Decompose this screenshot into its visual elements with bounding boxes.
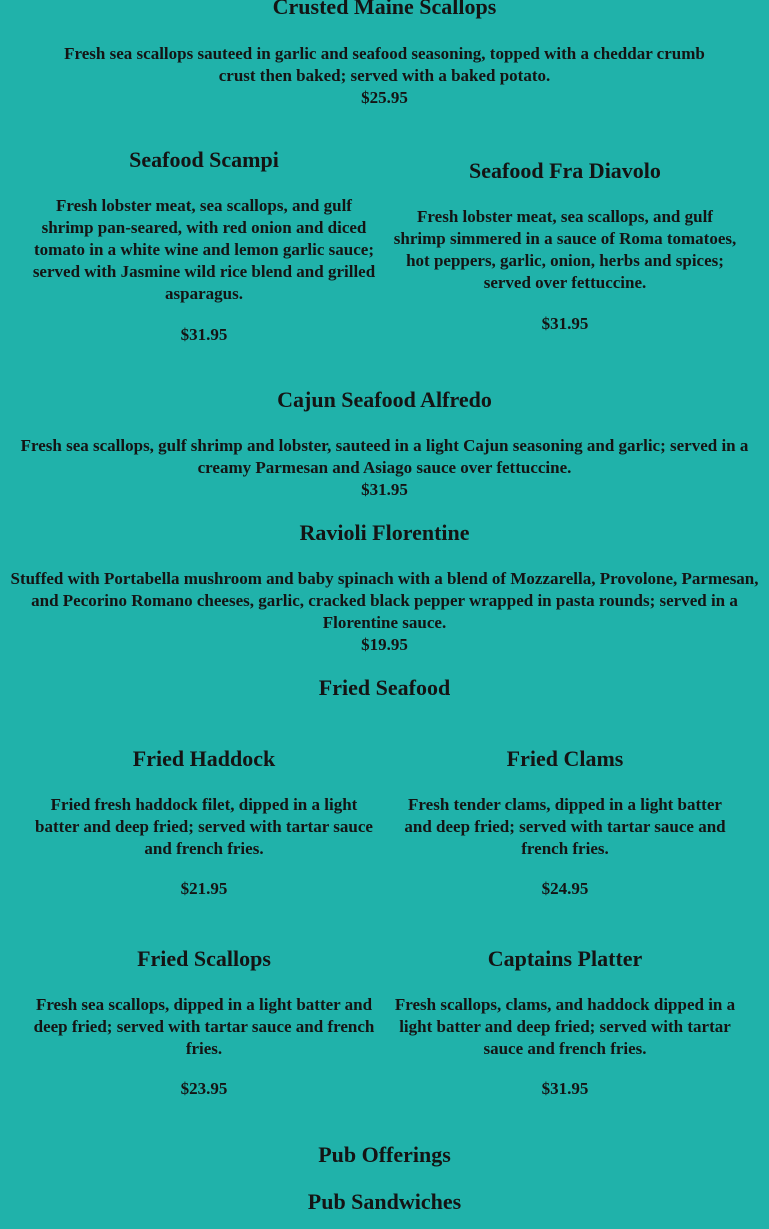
item-price: $31.95 (361, 480, 408, 499)
item-description: Fresh sea scallops, gulf shrimp and lobster, sauteed in a light Cajun seasoning and garlic; served in a creamy Parmesan and Asiago sauce over fettuccine. (20, 436, 749, 477)
menu-item-seafood-fra-diavolo (385, 158, 745, 335)
section-title: Pub Offerings (318, 1142, 451, 1167)
item-price: $31.95 (541, 314, 589, 333)
item-description: Fresh tender clams, dipped in a light batter and deep fried; served with tartar sauce and french fries. (404, 795, 726, 858)
item-price: $25.95 (361, 88, 408, 107)
item-price: $31.95 (541, 1079, 589, 1098)
item-price: $21.95 (180, 879, 228, 898)
item-description: Stuffed with Portabella mushroom and baby spinach with a blend of Mozzarella, Provolone, Parmesan, and Pecorino Romano cheeses, garlic, cracked black pepper wrapped in pasta rounds; served in a Florentine sauce. (10, 569, 759, 632)
section-fried-seafood (0, 675, 769, 701)
item-description: Fresh sea scallops, dipped in a light batter and deep fried; served with tartar sauce and french fries. (33, 995, 375, 1058)
item-price: $19.95 (361, 635, 408, 654)
item-title: Crusted Maine Scallops (272, 0, 497, 19)
menu-item-fried-haddock (24, 746, 384, 900)
item-title: Captains Platter (487, 946, 643, 971)
item-title: Cajun Seafood Alfredo (277, 387, 492, 412)
item-description: Fresh lobster meat, sea scallops, and gulf shrimp pan-seared, with red onion and diced tomato in a white wine and lemon garlic sauce; served with Jasmine wild rice blend and grilled asparagus. (32, 196, 376, 303)
item-title: Seafood Scampi (129, 147, 279, 172)
menu-item-ravioli-florentine (10, 520, 759, 656)
item-description: Fresh lobster meat, sea scallops, and gulf shrimp simmered in a sauce of Roma tomatoes, hot peppers, garlic, onion, herbs and spices; served over fettuccine. (393, 207, 737, 292)
section-pub-offerings (0, 1142, 769, 1168)
section-title: Fried Seafood (318, 675, 451, 700)
menu-item-cajun-seafood-alfredo (20, 387, 749, 501)
item-description: Fried fresh haddock filet, dipped in a light batter and deep fried; served with tartar sauce and french fries. (35, 795, 373, 858)
section-pub-sandwiches (0, 1189, 769, 1215)
item-description: Fresh sea scallops sauteed in garlic and seafood seasoning, topped with a cheddar crumb crust then baked; served with a baked potato. (64, 44, 705, 85)
item-title: Fried Scallops (137, 946, 271, 971)
item-price: $31.95 (180, 325, 228, 344)
menu-item-fried-clams (385, 746, 745, 900)
item-title: Seafood Fra Diavolo (469, 158, 661, 183)
section-title: Pub Sandwiches (307, 1189, 462, 1214)
item-title: Ravioli Florentine (299, 520, 470, 545)
menu-item-fried-scallops (24, 946, 384, 1100)
menu-item-crusted-maine-scallops (60, 0, 709, 109)
item-description: Fresh scallops, clams, and haddock dipped in a light batter and deep fried; served with tartar sauce and french fries. (394, 995, 736, 1058)
item-price: $24.95 (541, 879, 589, 898)
menu-item-captains-platter (385, 946, 745, 1100)
item-title: Fried Clams (506, 746, 624, 771)
menu-item-seafood-scampi (24, 147, 384, 346)
item-title: Fried Haddock (132, 746, 276, 771)
item-price: $23.95 (180, 1079, 228, 1098)
